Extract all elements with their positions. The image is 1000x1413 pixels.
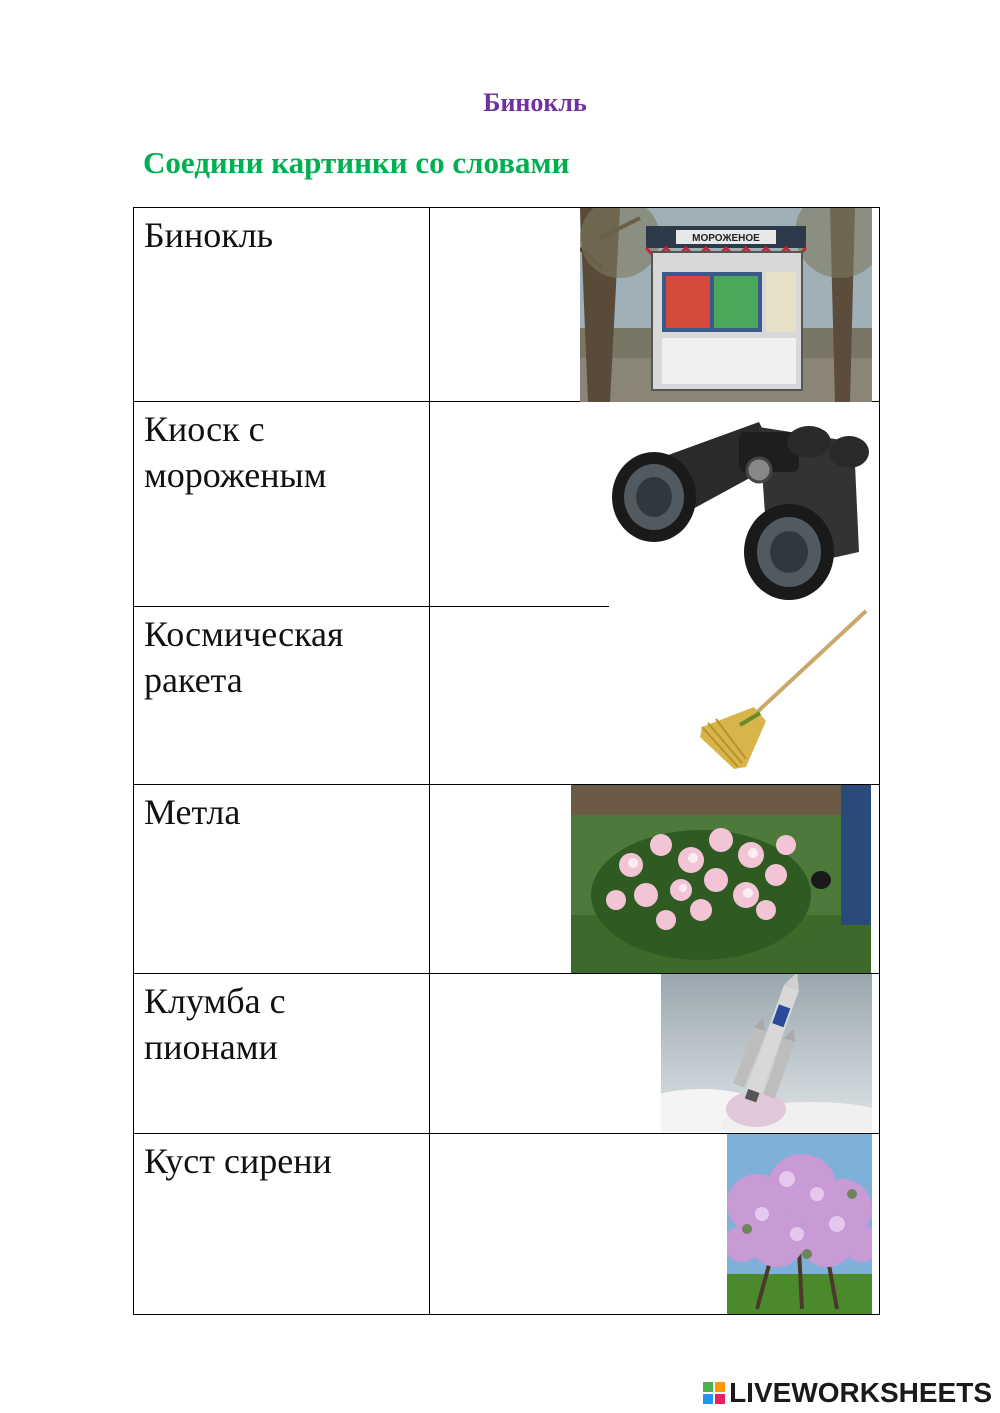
lilac-bush-image[interactable] <box>727 1134 872 1314</box>
word-cell[interactable]: Бинокль <box>134 208 430 401</box>
word-cell[interactable]: Космическая ракета <box>134 607 430 784</box>
ice-cream-kiosk-image[interactable] <box>580 208 872 402</box>
kiosk-sign: МОРОЖЕНОЕ <box>692 233 760 244</box>
word-cell[interactable]: Метла <box>134 785 430 973</box>
peony-flowerbed-image[interactable] <box>571 785 871 973</box>
table-row <box>134 402 879 607</box>
page-title: Бинокль <box>483 88 587 117</box>
table-row <box>134 1134 879 1314</box>
table-row <box>134 974 879 1134</box>
table-row <box>134 785 879 974</box>
liveworksheets-logo[interactable] <box>703 1379 992 1407</box>
logo-mark-icon <box>703 1382 725 1404</box>
matching-table <box>133 207 880 1315</box>
binoculars-image[interactable] <box>609 402 879 607</box>
word-cell[interactable]: Клумба с пионами <box>134 974 430 1133</box>
broom-image[interactable] <box>694 607 872 783</box>
logo-text: LIVEWORKSHEETS <box>729 1377 992 1408</box>
table-row <box>134 208 879 402</box>
table-row <box>134 607 879 785</box>
rocket-image[interactable] <box>661 974 872 1132</box>
instruction: Соедини картинки со словами <box>143 145 570 180</box>
word-cell[interactable]: Куст сирени <box>134 1134 430 1314</box>
word-cell[interactable]: Киоск с мороженым <box>134 402 430 606</box>
